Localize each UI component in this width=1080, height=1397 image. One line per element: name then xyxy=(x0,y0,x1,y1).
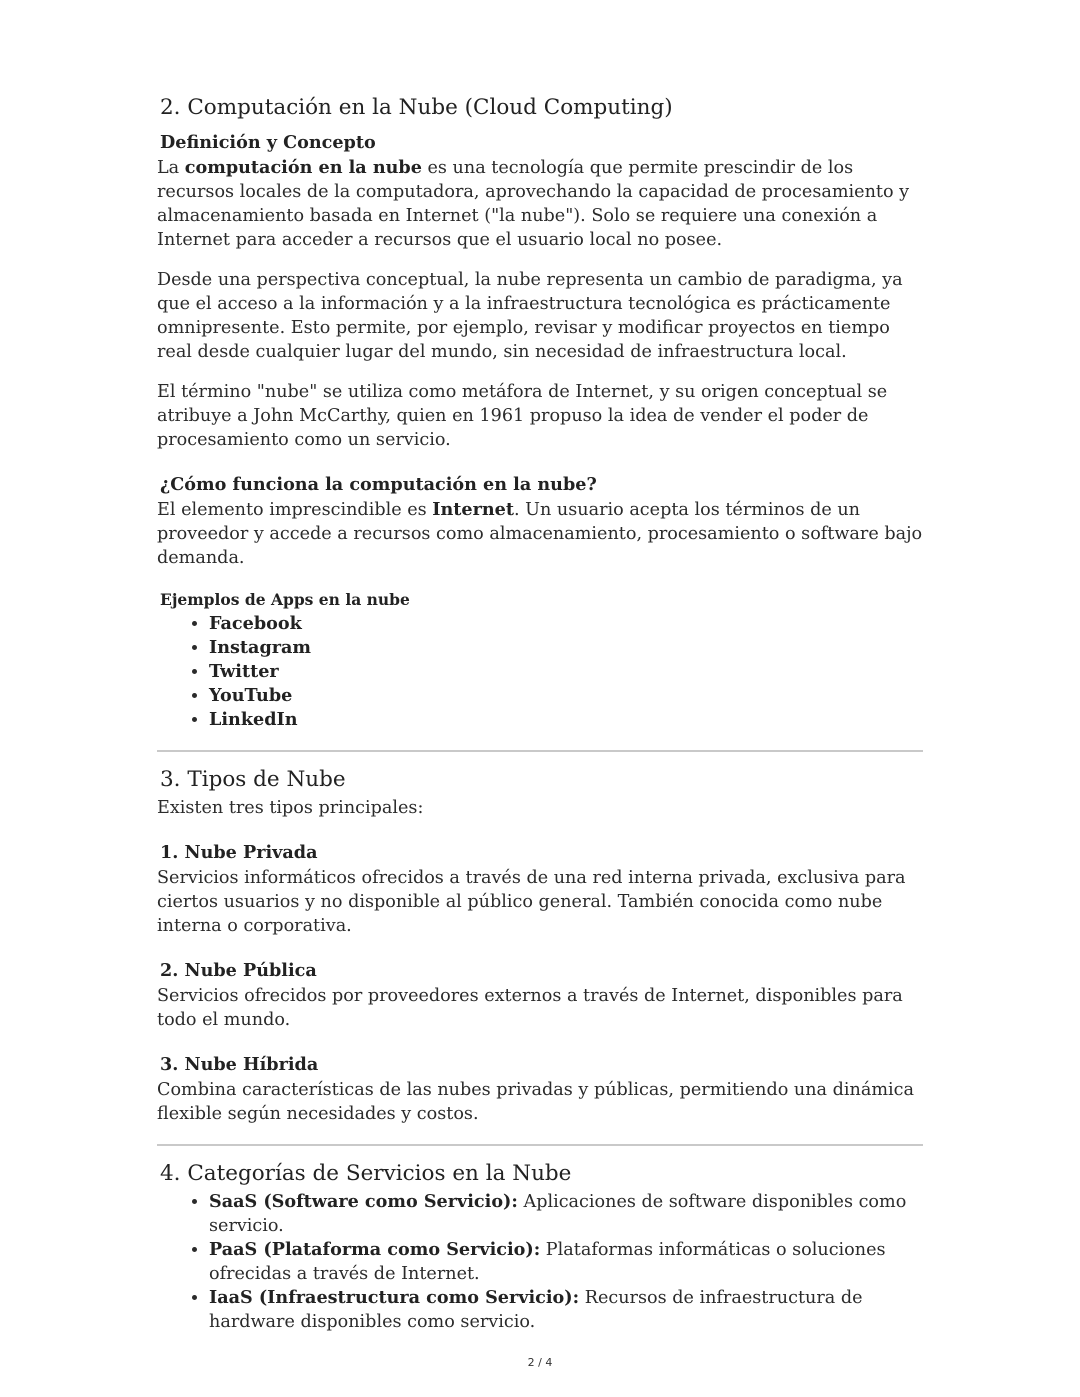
list-item: • PaaS (Plataforma como Servicio): Plataformas informáticas o soluciones ofrecidas a través de Internet. xyxy=(209,1238,923,1286)
definicion-heading: Definición y Concepto xyxy=(160,132,376,153)
list-item: • YouTube xyxy=(209,684,923,708)
funciona-paragraph: El elemento imprescindible es Internet. Un usuario acepta los términos de un proveedor y accede a recursos como almacenamiento, procesamiento o software bajo demanda. xyxy=(157,499,923,568)
ejemplos-heading: Ejemplos de Apps en la nube xyxy=(160,590,410,609)
nube-privada-heading: 1. Nube Privada xyxy=(160,842,318,863)
list-item: • Facebook xyxy=(209,612,923,636)
section-3-title: 3. Tipos de Nube xyxy=(160,767,346,792)
nube-publica-text: Servicios ofrecidos por proveedores externos a través de Internet, disponibles para todo el mundo. xyxy=(157,986,903,1030)
nube-publica-heading: 2. Nube Pública xyxy=(160,960,317,981)
page-number: 2 / 4 xyxy=(527,1356,553,1369)
ejemplos-list xyxy=(157,612,923,732)
list-item: • Instagram xyxy=(209,636,923,660)
section-2-title: 2. Computación en la Nube (Cloud Computing) xyxy=(160,95,673,120)
list-item: • Twitter xyxy=(209,660,923,684)
section-divider xyxy=(157,1144,923,1146)
section-4-title: 4. Categorías de Servicios en la Nube xyxy=(160,1161,572,1186)
funciona-heading: ¿Cómo funciona la computación en la nube? xyxy=(160,474,597,495)
term-internet: Internet xyxy=(432,499,514,520)
list-item: • SaaS (Software como Servicio): Aplicaciones de software disponibles como servicio. xyxy=(209,1190,923,1238)
tipos-intro: Existen tres tipos principales: xyxy=(157,798,424,818)
nube-hibrida-heading: 3. Nube Híbrida xyxy=(160,1054,319,1075)
definicion-paragraph-1: La computación en la nube es una tecnología que permite prescindir de los recursos locales de la computadora, aprovechando la capacidad de procesamiento y almacenamiento basada en Internet ("la nube"). Solo se requiere una conexión a Internet para acceder a recursos que el usuario local no posee. xyxy=(157,157,910,250)
list-item: • LinkedIn xyxy=(209,708,923,732)
nube-privada-text: Servicios informáticos ofrecidos a través de una red interna privada, exclusiva para ciertos usuarios y no disponible al público general. También conocida como nube interna o corporativa. xyxy=(157,868,906,936)
list-item: • IaaS (Infraestructura como Servicio): Recursos de infraestructura de hardware disponibles como servicio. xyxy=(209,1286,923,1334)
definicion-paragraph-2: Desde una perspectiva conceptual, la nube representa un cambio de paradigma, ya que el acceso a la información y a la infraestructura tecnológica es prácticamente omnipresente. Esto permite, por ejemplo, revisar y modificar proyectos en tiempo real desde cualquier lugar del mundo, sin necesidad de infraestructura local. xyxy=(157,270,903,362)
term-computacion-nube: computación en la nube xyxy=(184,157,422,178)
section-divider xyxy=(157,750,923,752)
document-page xyxy=(157,92,923,1334)
categorias-list xyxy=(157,1190,923,1334)
nube-hibrida-text: Combina características de las nubes privadas y públicas, permitiendo una dinámica flexible según necesidades y costos. xyxy=(157,1080,914,1124)
definicion-paragraph-3: El término "nube" se utiliza como metáfora de Internet, y su origen conceptual se atribuye a John McCarthy, quien en 1961 propuso la idea de vender el poder de procesamiento como un servicio. xyxy=(157,382,888,450)
